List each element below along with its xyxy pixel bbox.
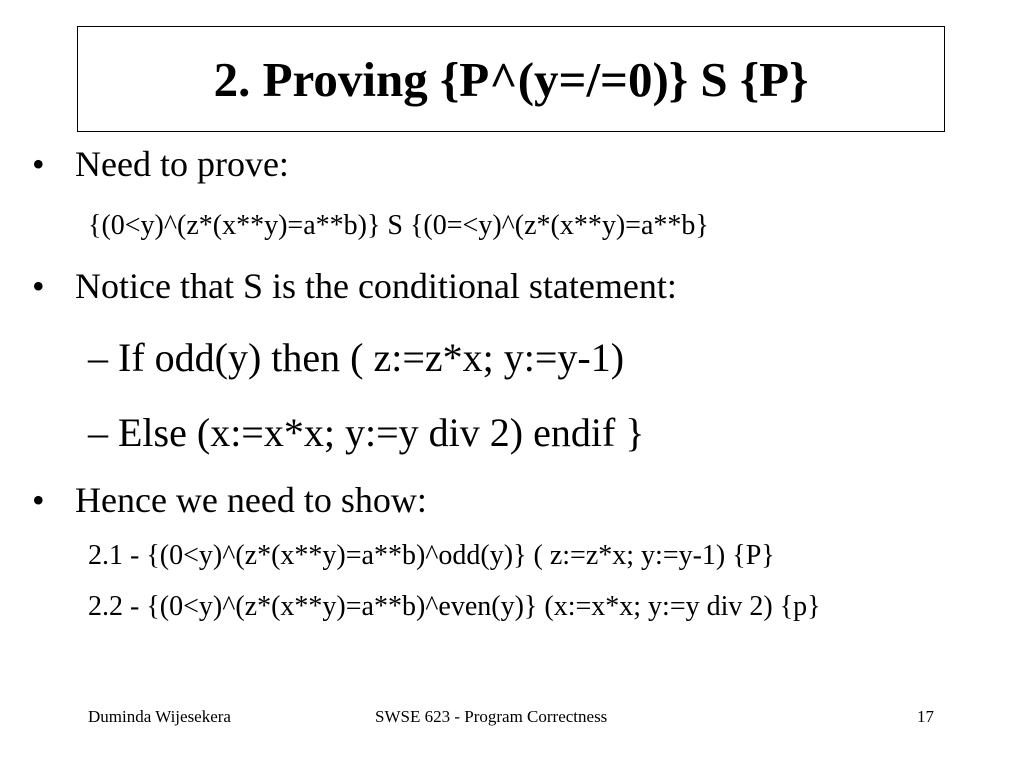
title-box (77, 26, 945, 132)
dash-item-else: Else (x:=x*x; y:=y div 2) endif } (118, 410, 645, 455)
bullet-hence-show: Hence we need to show: (75, 480, 427, 520)
sub-item-triple: {(0<y)^(z*(x**y)=a**b)} S {(0=<y)^(z*(x**y)=a**b} (88, 210, 709, 241)
footer-page-number: 17 (917, 707, 934, 726)
dash-marker: – (88, 410, 108, 455)
slide-title: 2. Proving {P^(y=/=0)} S {P} (213, 51, 809, 107)
bullet-notice-conditional: Notice that S is the conditional statement: (75, 266, 677, 306)
footer-course: SWSE 623 - Program Correctness (375, 707, 608, 726)
bullet-marker: • (32, 480, 45, 520)
bullet-marker: • (32, 266, 45, 306)
dash-marker: – (88, 335, 108, 380)
sub-item-2-1: 2.1 - {(0<y)^(z*(x**y)=a**b)^odd(y)} ( z:=z*x; y:=y-1) {P} (88, 540, 775, 571)
sub-item-2-2: 2.2 - {(0<y)^(z*(x**y)=a**b)^even(y)} (x:=x*x; y:=y div 2) {p} (88, 591, 821, 622)
footer-author: Duminda Wijesekera (88, 707, 231, 726)
bullet-marker: • (32, 144, 45, 184)
bullet-need-to-prove: Need to prove: (75, 144, 289, 184)
dash-item-if: If odd(y) then ( z:=z*x; y:=y-1) (118, 335, 625, 380)
